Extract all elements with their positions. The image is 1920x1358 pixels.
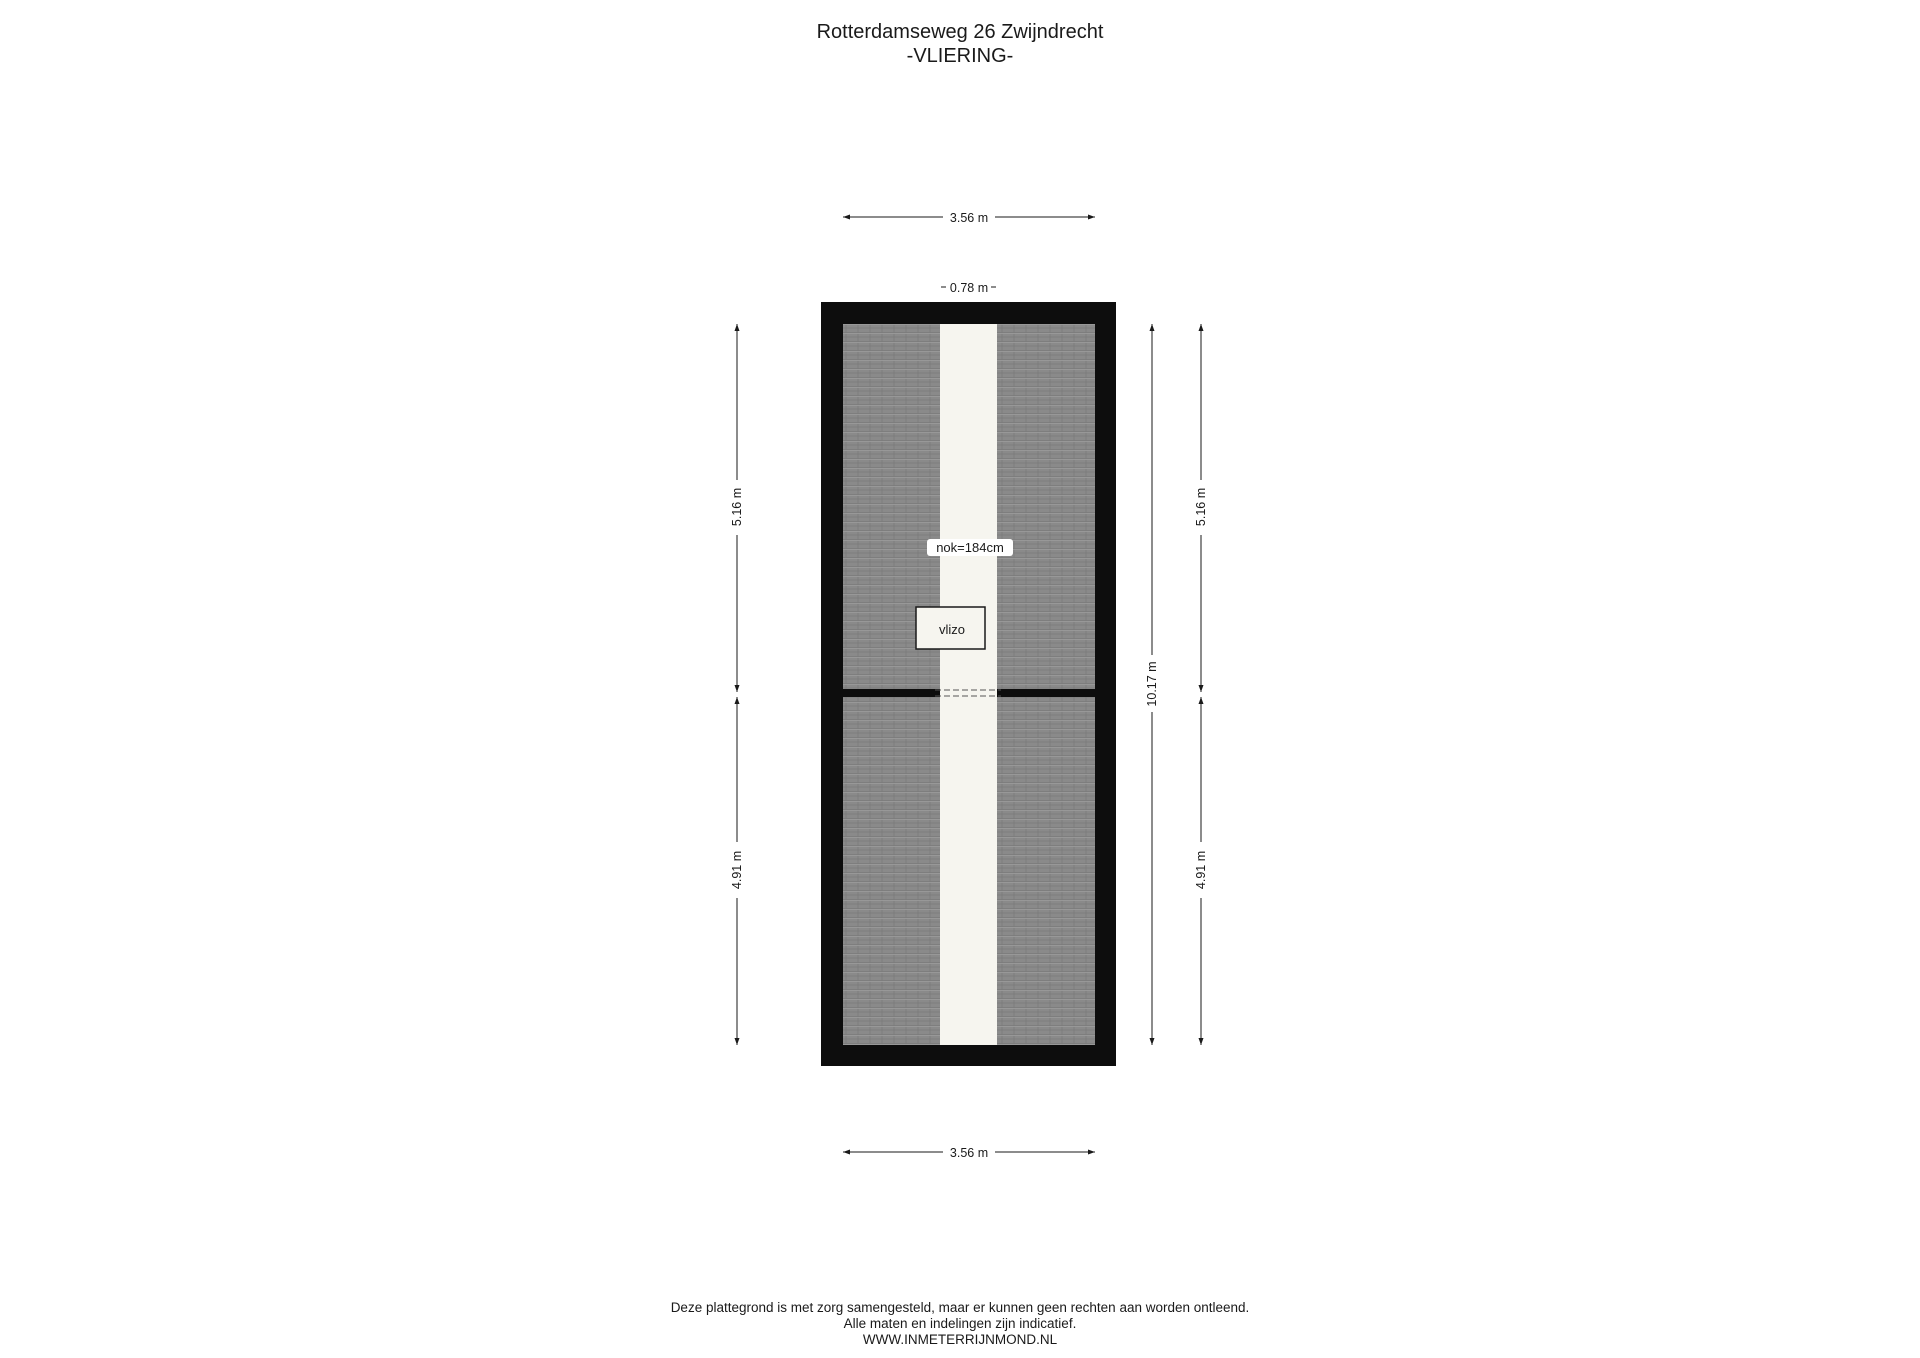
- ridge-floor-strip: [940, 324, 997, 1045]
- roof-slope-left-lower: [843, 697, 940, 1045]
- dim-top-width-label: 3.56 m: [949, 211, 989, 225]
- divider-wall-left: [843, 689, 935, 697]
- dim-total-length: [1145, 324, 1159, 1045]
- indicative-note: Alle maten en indelingen zijn indicatief.: [843, 1316, 1077, 1331]
- dim-left-upper-label: 5.16 m: [730, 487, 744, 527]
- disclaimer-text: Deze plattegrond is met zorg samengesteld, maar er kunnen geen rechten aan worden ontleend.: [670, 1300, 1250, 1315]
- dim-bottom-width: [843, 1146, 1095, 1160]
- dim-total-length-label: 10.17 m: [1145, 661, 1159, 707]
- dim-left-lower: [730, 697, 744, 1045]
- dim-ridge-width: [941, 281, 996, 295]
- dim-left-lower-label: 4.91 m: [730, 850, 744, 890]
- attic-hatch-label: vlizo: [938, 622, 966, 637]
- dim-right-lower: [1194, 697, 1208, 1045]
- roof-slope-right-upper: [997, 324, 1095, 689]
- divider-wall-right: [1001, 689, 1095, 697]
- roof-slope-right-lower: [997, 697, 1095, 1045]
- address-title: Rotterdamseweg 26 Zwijndrecht: [816, 21, 1104, 43]
- dim-left-upper: [730, 324, 744, 692]
- dim-ridge-width-label: 0.78 m: [949, 281, 989, 295]
- website-text: WWW.INMETERRIJNMOND.NL: [862, 1332, 1058, 1347]
- plan-footer: [0, 1300, 1920, 1348]
- ridge-height-label: nok=184cm: [936, 540, 1004, 555]
- dim-top-width: [843, 211, 1095, 225]
- dim-bottom-width-label: 3.56 m: [949, 1146, 989, 1160]
- dim-right-upper: [1194, 324, 1208, 692]
- dim-right-lower-label: 4.91 m: [1194, 850, 1208, 890]
- dim-right-upper-label: 5.16 m: [1194, 487, 1208, 527]
- floor-title: -VLIERING-: [906, 45, 1014, 67]
